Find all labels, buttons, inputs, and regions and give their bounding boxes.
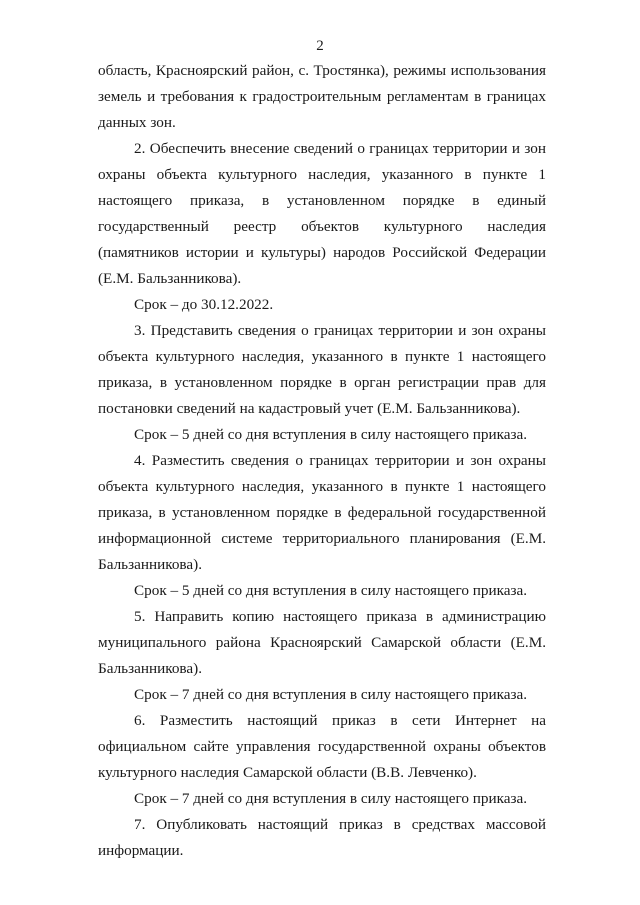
deadline-item-5: Срок – 7 дней со дня вступления в силу настоящего приказа. bbox=[134, 686, 527, 703]
page-number: 2 bbox=[316, 38, 324, 54]
paragraph-item-4: 4. Разместить сведения о границах территории и зон охраны объекта культурного наследия, указанного в пункте 1 настоящего приказа, в установленном порядке в федеральной государственной информационной системе территориального планирования (Е.М. Бальзанникова). bbox=[98, 452, 546, 573]
document-body bbox=[98, 58, 546, 864]
paragraph-item-2: 2. Обеспечить внесение сведений о границах территории и зон охраны объекта культурного наследия, указанного в пункте 1 настоящего приказа, в установленном порядке в единый государственный реестр объектов культурного наследия (памятников истории и культуры) народов Российской Федерации (Е.М. Бальзанникова). bbox=[98, 140, 546, 287]
deadline-item-6: Срок – 7 дней со дня вступления в силу настоящего приказа. bbox=[134, 790, 527, 807]
paragraph-item-6: 6. Разместить настоящий приказ в сети Интернет на официальном сайте управления государственной охраны объектов культурного наследия Самарской области (В.В. Левченко). bbox=[98, 712, 546, 781]
deadline-item-3: Срок – 5 дней со дня вступления в силу настоящего приказа. bbox=[134, 426, 527, 443]
paragraph-item-3: 3. Представить сведения о границах территории и зон охраны объекта культурного наследия, указанного в пункте 1 настоящего приказа, в установленном порядке в орган регистрации прав для постановки сведений на кадастровый учет (Е.М. Бальзанникова). bbox=[98, 322, 546, 417]
paragraph-item-5: 5. Направить копию настоящего приказа в администрацию муниципального района Красноярский Самарской области (Е.М. Бальзанникова). bbox=[98, 608, 546, 677]
paragraph-item-7: 7. Опубликовать настоящий приказ в средствах массовой информации. bbox=[98, 816, 546, 859]
deadline-item-4: Срок – 5 дней со дня вступления в силу настоящего приказа. bbox=[134, 582, 527, 599]
paragraph-continuation: область, Красноярский район, с. Тростянка), режимы использования земель и требования к градостроительным регламентам в границах данных зон. bbox=[98, 62, 546, 131]
deadline-item-2: Срок – до 30.12.2022. bbox=[134, 296, 274, 313]
